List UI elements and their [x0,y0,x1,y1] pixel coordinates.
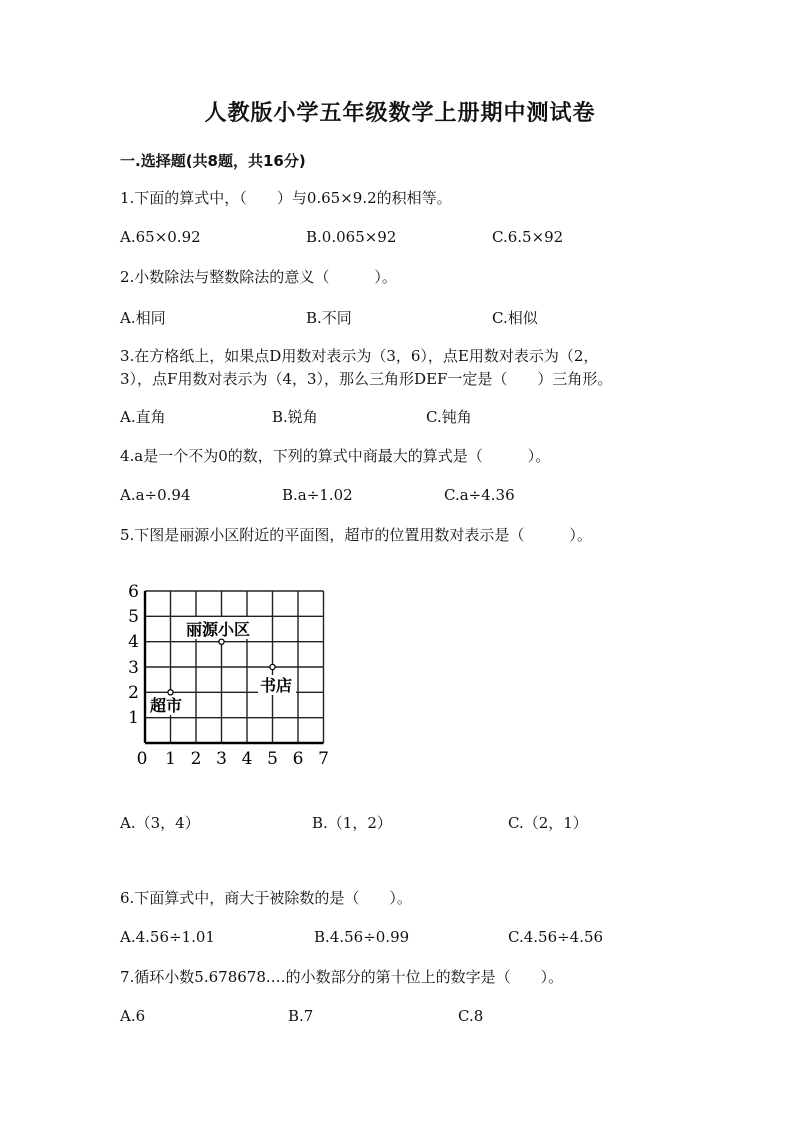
page-title: 人教版小学五年级数学上册期中测试卷 [204,100,596,126]
question-6: 6.下面算式中，商大于被除数的是（ ）。 [120,889,412,907]
q4-option-b[interactable]: B.a÷1.02 [282,486,353,504]
coordinate-grid-figure [120,578,340,768]
y-tick: 3 [128,658,139,678]
x-tick: 3 [216,749,227,768]
q1-option-c[interactable]: C.6.5×92 [492,228,564,246]
q6-option-a[interactable]: A.4.56÷1.01 [120,928,215,946]
q6-option-c[interactable]: C.4.56÷4.56 [508,928,604,946]
question-2: 2.小数除法与整数除法的意义（ ）。 [120,268,397,286]
question-3-line-1: 3.在方格纸上，如果点D用数对表示为（3，6），点E用数对表示为（2， [120,347,599,365]
q3-option-a[interactable]: A.直角 [120,408,166,426]
q1-option-a[interactable]: A.65×0.92 [120,228,201,246]
q7-option-a[interactable]: A.6 [120,1007,146,1025]
label-community: 丽源小区 [186,620,251,639]
question-3-line-2: 3），点F用数对表示为（4，3），那么三角形DEF一定是（ ）三角形。 [120,370,613,388]
question-7: 7.循环小数5.678678.…的小数部分的第十位上的数字是（ ）。 [120,968,564,986]
q2-option-c[interactable]: C.相似 [492,309,538,327]
y-tick: 4 [128,632,139,652]
section-heading: 一.选择题(共8题，共16分) [120,152,306,170]
x-tick: 7 [318,749,329,768]
supermarket-point [168,690,173,695]
y-tick: 6 [128,582,139,602]
q3-option-b[interactable]: B.锐角 [272,408,318,426]
coordinate-grid [120,578,340,768]
question-5: 5.下图是丽源小区附近的平面图，超市的位置用数对表示是（ ）。 [120,526,592,544]
q5-option-a[interactable]: A.（3，4） [120,814,200,832]
y-tick: 2 [128,683,139,703]
q5-option-b[interactable]: B.（1，2） [312,814,392,832]
q7-option-b[interactable]: B.7 [288,1007,314,1025]
x-tick: 6 [292,749,304,768]
x-tick: 1 [165,749,176,768]
q4-option-a[interactable]: A.a÷0.94 [120,486,191,504]
label-bookstore: 书店 [260,676,293,695]
x-tick: 0 [136,749,148,768]
community-point [219,639,224,644]
x-tick: 2 [190,749,202,768]
bookstore-point [270,664,275,669]
x-tick: 4 [241,749,253,768]
x-tick: 5 [267,749,278,768]
q5-option-c[interactable]: C.（2，1） [508,814,588,832]
q1-option-b[interactable]: B.0.065×92 [306,228,397,246]
question-4: 4.a是一个不为0的数，下列的算式中商最大的算式是（ ）。 [120,447,551,465]
q4-option-c[interactable]: C.a÷4.36 [444,486,515,504]
q3-option-c[interactable]: C.钝角 [426,408,472,426]
q2-option-b[interactable]: B.不同 [306,309,352,327]
y-tick: 5 [128,607,139,627]
q2-option-a[interactable]: A.相同 [120,309,166,327]
question-1: 1.下面的算式中，（ ）与0.65×9.2的积相等。 [120,189,452,207]
y-tick: 1 [128,708,139,728]
q7-option-c[interactable]: C.8 [458,1007,484,1025]
q6-option-b[interactable]: B.4.56÷0.99 [314,928,410,946]
label-supermarket: 超市 [150,696,183,715]
